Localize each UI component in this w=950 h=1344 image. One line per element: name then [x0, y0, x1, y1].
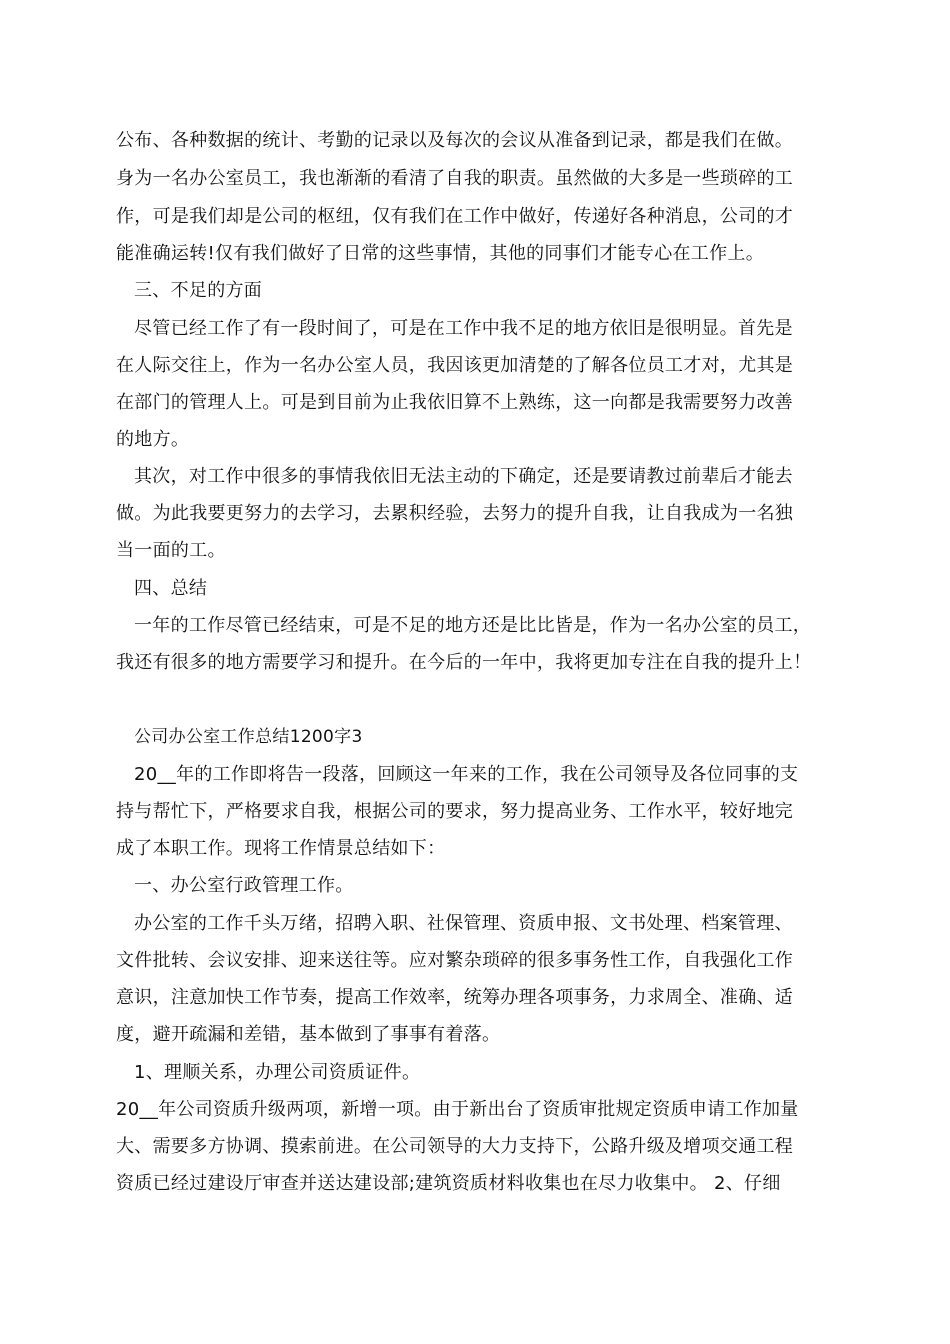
text-line: 20__年公司资质升级两项，新增一项。由于新出台了资质审批规定资质申请工作加量 — [116, 1099, 799, 1120]
text-line: 的地方。 — [116, 429, 190, 450]
text-line: 在人际交往上，作为一名办公室人员，我因该更加清楚的了解各位员工才对，尤其是 — [116, 355, 794, 376]
text-line: 尽管已经工作了有一段时间了，可是在工作中我不足的地方依旧是很明显。首先是 — [134, 318, 793, 339]
text-line: 持与帮忙下，严格要求自我，根据公司的要求，努力提高业务、工作水平，较好地完 — [116, 801, 794, 822]
text-line: 能准确运转!仅有我们做好了日常的这些事情，其他的同事们才能专心在工作上。 — [116, 243, 765, 264]
document-title: 公司办公室工作总结1200字3 — [134, 727, 363, 747]
text-line: 度，避开疏漏和差错，基本做到了事事有着落。 — [116, 1024, 501, 1045]
text-line: 做。为此我要更努力的去学习，去累积经验，去努力的提升自我，让自我成为一名独 — [116, 503, 794, 524]
section-heading: 一、办公室行政管理工作。 — [134, 875, 354, 896]
text-line: 资质已经过建设厅审查并送达建设部;建筑资质材料收集也在尽力收集中。 2、仔细 — [116, 1173, 781, 1194]
text-line: 身为一名办公室员工，我也渐渐的看清了自我的职责。虽然做的大多是一些琐碎的工 — [116, 168, 794, 189]
subsection-heading: 1、理顺关系，办理公司资质证件。 — [134, 1062, 421, 1083]
text-line: 办公室的工作千头万绪，招聘入职、社保管理、资质申报、文书处理、档案管理、 — [134, 913, 793, 934]
text-line: 公布、各种数据的统计、考勤的记录以及每次的会议从准备到记录，都是我们在做。 — [116, 130, 794, 151]
text-line: 意识，注意加快工作节奏，提高工作效率，统筹办理各项事务，力求周全、准确、适 — [116, 987, 794, 1008]
text-line: 作，可是我们却是公司的枢纽，仅有我们在工作中做好，传递好各种消息，公司的才 — [116, 206, 794, 227]
section-heading: 四、总结 — [134, 578, 208, 599]
text-line: 当一面的工。 — [116, 540, 226, 561]
text-line: 大、需要多方协调、摸索前进。在公司领导的大力支持下，公路升级及增项交通工程 — [116, 1136, 794, 1157]
text-line: 一年的工作尽管已经结束，可是不足的地方还是比比皆是，作为一名办公室的员工， — [134, 615, 812, 636]
text-line: 文件批转、会议安排、迎来送往等。应对繁杂琐碎的很多事务性工作，自我强化工作 — [116, 950, 794, 971]
text-line: 在部门的管理人上。可是到目前为止我依旧算不上熟练，这一向都是我需要努力改善 — [116, 392, 794, 413]
text-line: 20__年的工作即将告一段落，回顾这一年来的工作，我在公司领导及各位同事的支 — [134, 764, 799, 785]
text-line: 其次，对工作中很多的事情我依旧无法主动的下确定，还是要请教过前辈后才能去 — [134, 466, 793, 487]
text-line: 我还有很多的地方需要学习和提升。在今后的一年中，我将更加专注在自我的提升上！ — [116, 652, 812, 673]
section-heading: 三、不足的方面 — [134, 280, 263, 301]
text-line: 成了本职工作。现将工作情景总结如下： — [116, 838, 446, 859]
